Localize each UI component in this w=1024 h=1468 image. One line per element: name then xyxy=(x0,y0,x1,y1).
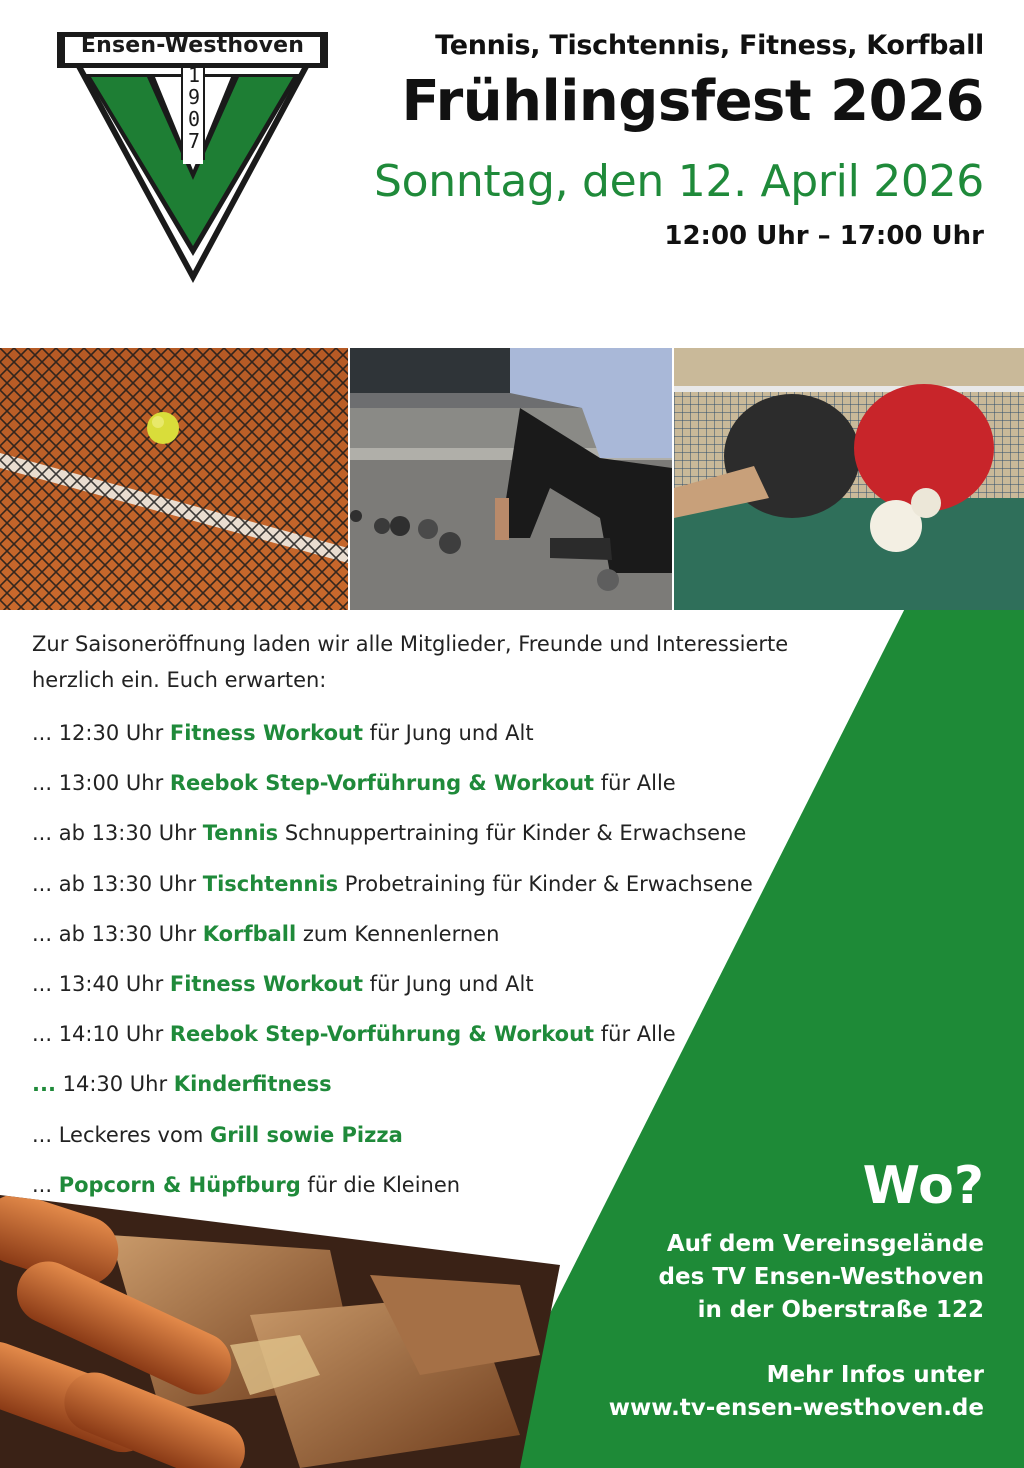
schedule-highlight: Reebok Step-Vorführung & Workout xyxy=(169,771,595,796)
schedule-suffix: Schnuppertraining für Kinder & Erwachsene xyxy=(278,821,747,846)
logo-club-name: Ensen-Westhoven xyxy=(80,33,305,58)
logo-year-digit: 0 xyxy=(187,107,201,131)
logo-year-digit: 9 xyxy=(187,85,201,109)
header xyxy=(374,30,984,251)
schedule-highlight: Fitness Workout xyxy=(169,721,363,745)
table-tennis-photo xyxy=(674,348,1024,610)
schedule-item xyxy=(32,1110,832,1160)
boule-photo xyxy=(350,348,672,610)
schedule-prefix: ... ab 13:30 Uhr xyxy=(32,821,203,846)
content-area xyxy=(32,626,832,1210)
page-title: Frühlingsfest 2026 xyxy=(401,69,984,134)
sports-subtitle: Tennis, Tischtennis, Fitness, Korfball xyxy=(435,30,984,61)
schedule-item xyxy=(32,909,832,959)
grill-food-photo xyxy=(0,1195,560,1468)
schedule-prefix: ... 13:00 Uhr xyxy=(32,771,170,796)
schedule-list xyxy=(32,708,832,1210)
intro-text: Zur Saisoneröffnung laden wir alle Mitglieder, Freunde und Interessierte herzlich ein. Euch erwarten: xyxy=(32,632,789,692)
schedule-prefix: ... ab 13:30 Uhr xyxy=(32,871,203,896)
schedule-prefix: ... ab 13:30 Uhr xyxy=(32,921,203,946)
location-line: des TV Ensen-Westhoven xyxy=(658,1264,984,1290)
schedule-suffix: für die Kleinen xyxy=(300,1172,461,1197)
logo-year-digit: 1 xyxy=(187,63,201,87)
schedule-suffix: für Jung und Alt xyxy=(363,721,534,745)
schedule-prefix: ... xyxy=(32,1172,59,1197)
schedule-prefix: ... Leckeres vom xyxy=(32,1122,210,1147)
schedule-suffix: für Alle xyxy=(594,771,676,796)
schedule-highlight: Tennis xyxy=(202,821,279,846)
schedule-item xyxy=(32,859,832,909)
website-link[interactable]: www.tv-ensen-westhoven.de xyxy=(608,1395,984,1421)
schedule-suffix: zum Kennenlernen xyxy=(296,921,500,946)
event-time: 12:00 Uhr – 17:00 Uhr xyxy=(664,221,984,251)
schedule-item xyxy=(32,1009,832,1059)
schedule-item xyxy=(32,959,832,1009)
where-title: Wo? xyxy=(862,1156,984,1216)
schedule-prefix: ... 12:30 Uhr xyxy=(32,721,170,745)
schedule-highlight: Popcorn & Hüpfburg xyxy=(58,1172,301,1197)
event-date: Sonntag, den 12. April 2026 xyxy=(373,156,984,207)
schedule-suffix: für Jung und Alt xyxy=(363,971,534,996)
schedule-prefix: ... 13:40 Uhr xyxy=(32,971,170,996)
more-info-label: Mehr Infos unter xyxy=(766,1362,984,1388)
location-box xyxy=(609,1156,984,1425)
schedule-highlight: Kinderfitness xyxy=(173,1072,332,1097)
schedule-item xyxy=(32,808,832,858)
schedule-highlight: Korfball xyxy=(202,921,297,946)
tennis-photo xyxy=(0,348,348,610)
logo-year-digit: 7 xyxy=(187,129,201,153)
schedule-suffix: Probetraining für Kinder & Erwachsene xyxy=(338,871,753,896)
schedule-highlight: Grill sowie Pizza xyxy=(209,1122,403,1147)
schedule-suffix: für Alle xyxy=(594,1022,676,1047)
location-line: in der Oberstraße 122 xyxy=(697,1297,984,1323)
schedule-prefix: ... 14:10 Uhr xyxy=(32,1022,170,1047)
schedule-item xyxy=(32,1059,832,1109)
schedule-item xyxy=(32,758,832,808)
schedule-highlight: Reebok Step-Vorführung & Workout xyxy=(169,1022,595,1047)
schedule-prefix: 14:30 Uhr xyxy=(55,1072,174,1097)
location-line: Auf dem Vereinsgelände xyxy=(666,1231,984,1257)
schedule-highlight: Fitness Workout xyxy=(169,971,363,996)
schedule-highlight: Tischtennis xyxy=(202,871,339,896)
schedule-prefix-green: ... xyxy=(32,1072,56,1097)
schedule-item xyxy=(32,708,832,758)
logo-year xyxy=(184,64,204,152)
